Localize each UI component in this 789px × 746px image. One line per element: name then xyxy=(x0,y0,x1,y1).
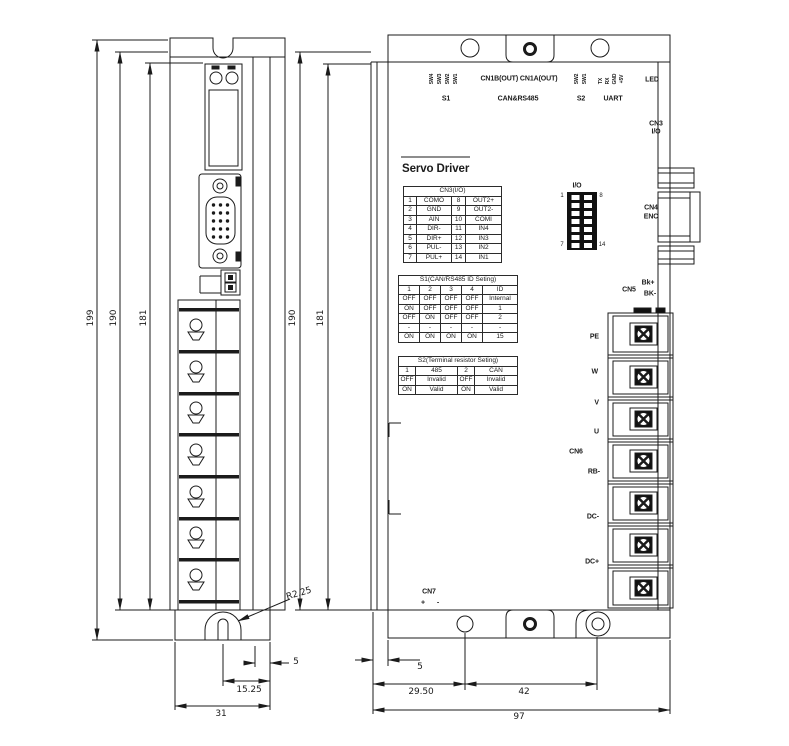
radius-callout-label: R2.25 xyxy=(285,585,313,603)
io-pin-8-label: 8 xyxy=(599,193,603,199)
io-pin-header xyxy=(567,192,597,250)
s1-id-setting-table: S1(CAN/RS485 ID Seting) 1 2 3 4 ID OFF OFF OFF OFF Internal ON OFF OFF OFF 1 OFF ON OFF OFF 2 - - - - - ON ON ON ON 15 xyxy=(398,275,518,343)
dim-181-right-label: 181 xyxy=(316,309,326,327)
dim-1525-label: 15.25 xyxy=(236,685,262,695)
terminal-block-side xyxy=(178,300,240,610)
dim-31-label: 31 xyxy=(215,709,227,719)
cn3-table-title: CN3(I/O) xyxy=(404,187,502,197)
cn6-label: CN6 xyxy=(569,448,583,456)
cn7-label: CN7 xyxy=(422,588,436,596)
s2-terminal-resistor-table: S2(Terminal resistor Seting) 1 485 2 CAN OFF Invalid OFF Invalid ON Valid ON Valid xyxy=(398,356,518,395)
dim-42-label: 42 xyxy=(518,687,530,697)
dim-5-right-label: 5 xyxy=(417,662,423,672)
top-mounting-holes xyxy=(461,35,609,62)
terminal-label-dcp: DC+ xyxy=(585,558,599,566)
s1-dip-switch-label-3: SW3 xyxy=(437,73,443,85)
io-pin-7-label: 7 xyxy=(560,242,564,248)
dim-199-label: 199 xyxy=(86,309,96,327)
led-label: LED xyxy=(645,76,659,84)
cn4-label: CN4 xyxy=(644,204,658,212)
enc-label: ENC xyxy=(643,213,659,221)
left-view-mounting-foot xyxy=(175,610,270,640)
uart-pin-rx-label: RX xyxy=(605,77,611,85)
s2-table-title: S2(Terminal resistor Seting) xyxy=(399,357,518,367)
db15-connector-side xyxy=(199,174,241,268)
drawing-title: Servo Driver xyxy=(402,163,470,175)
dim-97-label: 97 xyxy=(513,712,525,722)
cn3-io-table: CN3(I/O) 1 COMO 8 OUT2+ 2 GND 9 OUT2- 3 AIN 10 COMI 4 DIR- 11 IN4 5 DIR+ 12 IN3 6 PUL- 13 IN2 7 PUL+ 14 IN1 xyxy=(403,186,502,263)
cn3-label: CN3 xyxy=(649,120,663,128)
terminal-label-rb: RB- xyxy=(587,468,600,476)
cn7-minus-label: - xyxy=(436,599,440,607)
cn5-label: CN5 xyxy=(622,286,636,294)
s1-label: S1 xyxy=(441,95,451,103)
uart-label: UART xyxy=(603,95,623,103)
bottom-mounting-holes xyxy=(457,610,618,638)
terminal-label-pe: PE xyxy=(589,333,599,341)
s2-switch-label-2: SW2 xyxy=(574,73,580,85)
dim-2950-label: 29.50 xyxy=(408,687,434,697)
s2-label: S2 xyxy=(576,95,586,103)
cn7-plus-label: + xyxy=(421,599,425,607)
left-view-top-connector xyxy=(205,64,242,170)
dim-190-left-label: 190 xyxy=(109,309,119,327)
dim-181-left-label: 181 xyxy=(139,309,149,327)
dim-190-right-label: 190 xyxy=(288,309,298,327)
can-rs485-label: CAN&RS485 xyxy=(497,95,539,103)
s1-table-title: S1(CAN/RS485 ID Seting) xyxy=(399,276,518,286)
terminal-label-u: U xyxy=(594,428,599,436)
dim-5-left-label: 5 xyxy=(293,657,299,667)
s1-dip-switch-label-2: SW2 xyxy=(445,73,451,85)
cn1-label: CN1B(OUT) CN1A(OUT) xyxy=(480,75,558,83)
io-header-label: I/O xyxy=(572,182,582,190)
cn4-connector-edge xyxy=(658,168,700,264)
cn3-io-label: I/O xyxy=(651,128,661,136)
bk-plus-label: Bk+ xyxy=(641,279,655,287)
uart-pin-gnd-label: GND xyxy=(612,73,618,85)
two-pin-connector-side xyxy=(200,270,240,295)
terminal-label-w: W xyxy=(591,368,598,376)
left-view-outline xyxy=(170,38,285,610)
uart-pin-5v-label: +5V xyxy=(619,74,625,84)
bk-minus-label: BK- xyxy=(643,290,657,298)
s1-dip-switch-label-4: SW4 xyxy=(429,73,435,85)
io-pin-14-label: 14 xyxy=(598,242,606,248)
s1-dip-switch-label-1: SW1 xyxy=(453,73,459,85)
terminal-label-dcm: DC- xyxy=(586,513,599,521)
uart-pin-tx-label: TX xyxy=(598,77,604,85)
terminal-screws xyxy=(630,323,657,599)
io-pin-1-label: 1 xyxy=(560,193,564,199)
s2-switch-label-1: SW1 xyxy=(582,73,588,85)
terminal-label-v: V xyxy=(594,399,599,407)
